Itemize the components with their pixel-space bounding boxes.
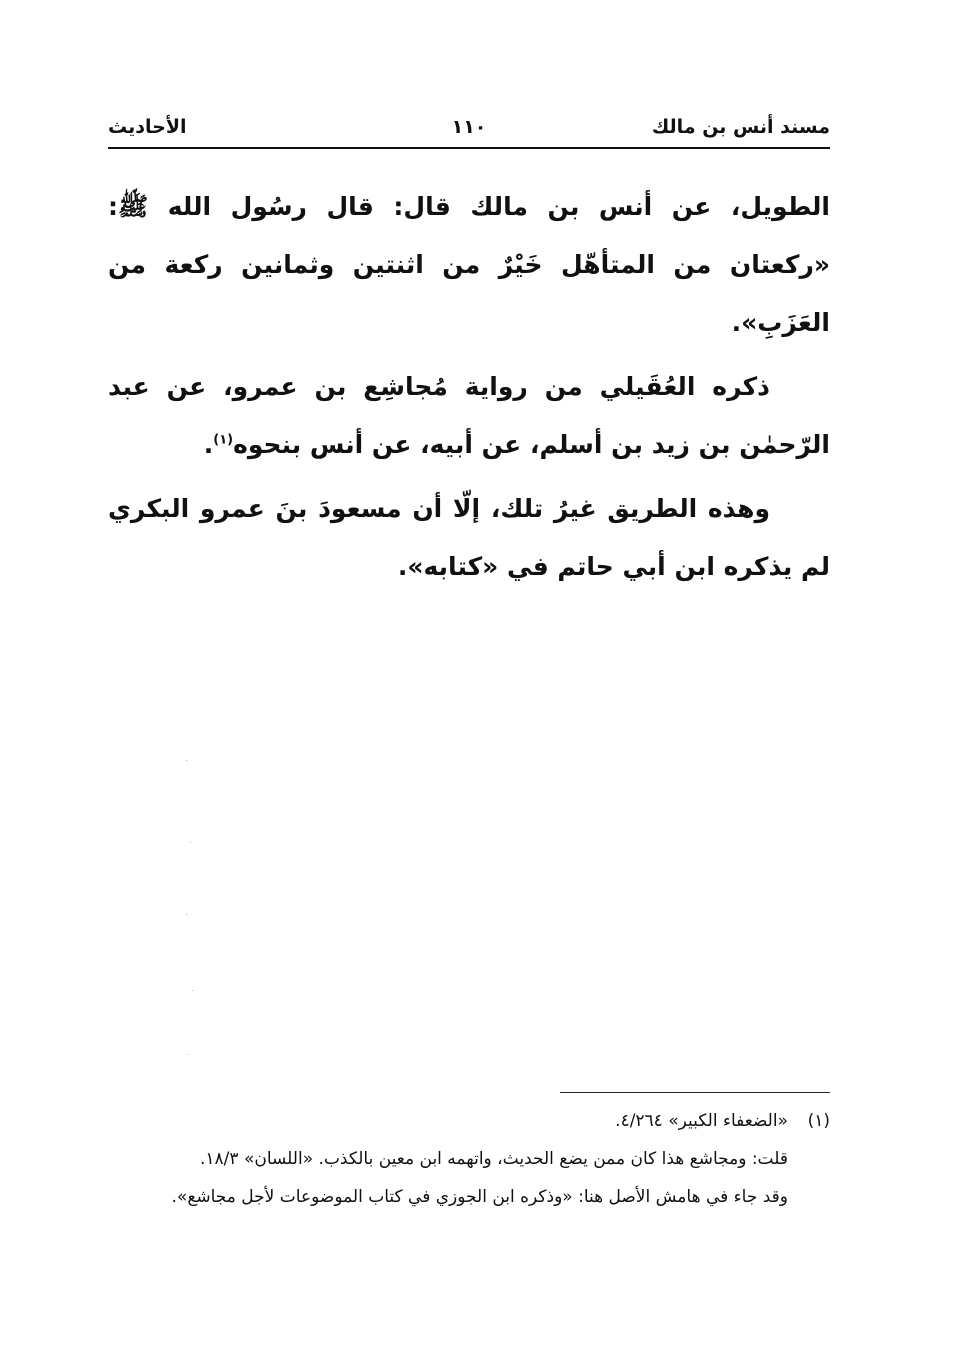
main-text xyxy=(108,178,830,602)
footnote-1-line-1: «الضعفاء الكبير» ٤/٢٦٤. xyxy=(615,1111,788,1131)
header-rule xyxy=(108,147,830,149)
footnote-1-line-3: وقد جاء في هامش الأصل هنا: «وذكره ابن الجوزي في كتاب الموضوعات لأجل مجاشع». xyxy=(171,1187,788,1207)
footnote-1 xyxy=(108,1104,830,1138)
header-page-number: ١١٠ xyxy=(451,116,487,138)
running-header xyxy=(108,112,830,144)
paragraph-2-text: ذكره العُقَيلي من رواية مُجاشِع بن عمرو، عن عبد الرّحمٰن بن زيد بن أسلم، عن أبيه، عن أنس بنحوه xyxy=(108,372,830,459)
scan-speck xyxy=(186,914,187,915)
paragraph-3: وهذه الطريق غيرُ تلك، إلّا أن مسعودَ بنَ عمرو البكري لم يذكره ابن أبي حاتم في «كتابه». xyxy=(108,494,830,581)
footnote-separator xyxy=(560,1092,830,1093)
footnote-1-line-2: قلت: ومجاشع هذا كان ممن يضع الحديث، واتهمه ابن معين بالكذب. «اللسان» ١٨/٣. xyxy=(200,1149,788,1169)
paragraph-1: الطويل، عن أنس بن مالك قال: قال رسُول الله ﷺ: «ركعتان من المتأهّل خَيْرٌ من اثنتين وثمانين ركعة من العَزَبِ». xyxy=(108,192,830,337)
scan-speck xyxy=(192,990,193,991)
header-section-title: الأحاديث xyxy=(108,116,187,138)
paragraph-2 xyxy=(108,358,830,474)
footnote-number: (١) xyxy=(807,1111,830,1131)
footnote-reference: (١) xyxy=(213,432,234,448)
footnote-1-note xyxy=(108,1142,830,1176)
header-book-title: مسند أنس بن مالك xyxy=(651,116,830,138)
footnotes xyxy=(108,1104,830,1218)
paragraph-2-end: . xyxy=(203,430,214,459)
footnote-1-margin-note xyxy=(108,1180,830,1214)
scan-speck xyxy=(188,1054,189,1055)
scan-speck xyxy=(186,760,187,761)
scan-speck xyxy=(190,842,191,843)
